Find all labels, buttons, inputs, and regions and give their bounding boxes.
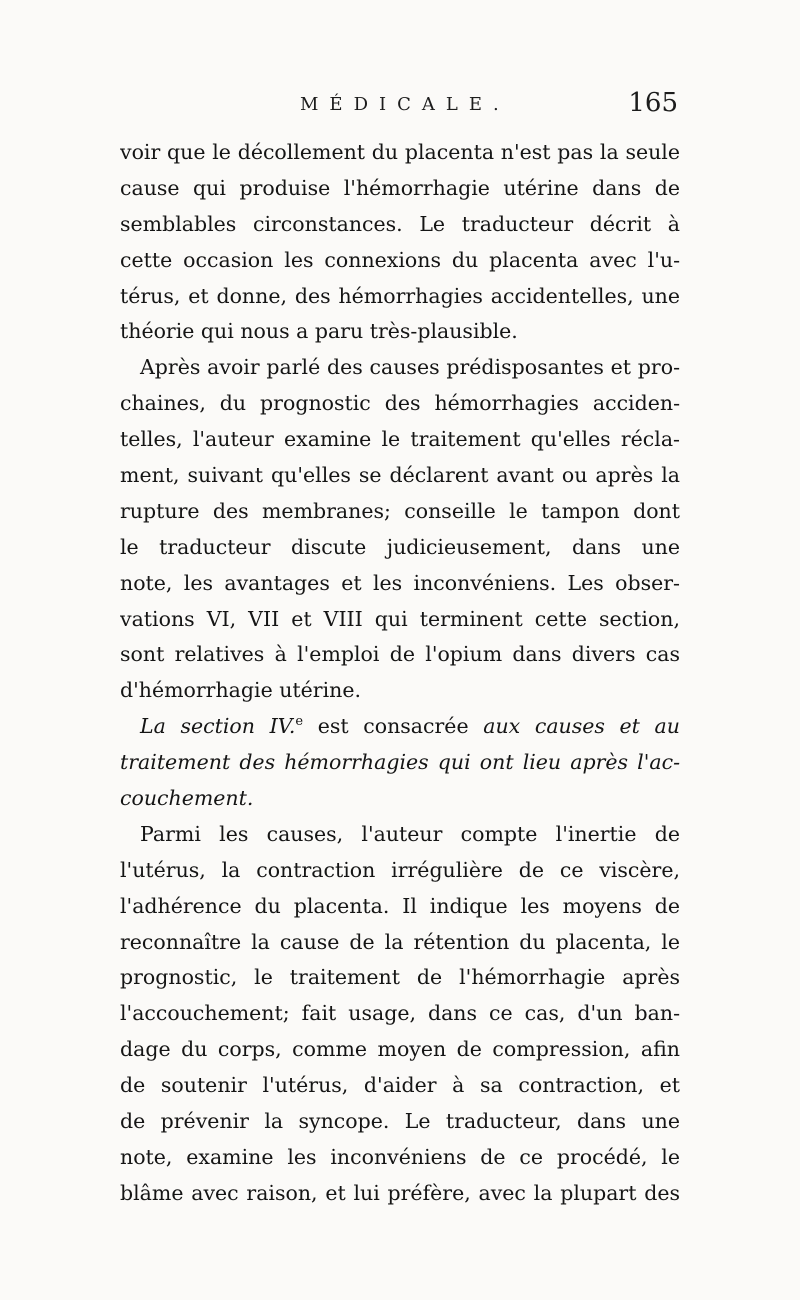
text-line: ment, suivant qu'elles se déclarent avant ou après la	[120, 463, 680, 488]
text-line: note, les avantages et les inconvéniens. Les obser-	[120, 570, 680, 595]
text-line: l'accouchement; fait usage, dans ce cas, d'un ban-	[120, 1001, 680, 1026]
section-heading-line	[120, 709, 680, 745]
text-line: Parmi les causes, l'auteur compte l'inertie de	[140, 821, 680, 846]
text-line: semblables circonstances. Le traducteur décrit à	[120, 211, 680, 236]
text-line: blâme avec raison, et lui préfère, avec la plupart des	[120, 1180, 680, 1205]
text-line: sont relatives à l'emploi de l'opium dans divers cas	[120, 642, 680, 667]
running-title: MÉDICALE.	[300, 94, 510, 115]
text-line: théorie qui nous a paru très-plausible.	[120, 319, 518, 344]
text-line: traitement des hémorrhagies qui ont lieu après l'ac-	[120, 750, 680, 775]
section-topic: aux causes et au	[483, 714, 680, 739]
ordinal-suffix: e	[295, 714, 304, 730]
running-head	[120, 88, 680, 128]
text-line: reconnaître la cause de la rétention du placenta, le	[120, 929, 680, 954]
text-line: l'utérus, la contraction irrégulière de ce viscère,	[120, 857, 680, 882]
text-line: voir que le décollement du placenta n'est pas la seule	[120, 140, 680, 164]
text-line: couchement.	[120, 786, 254, 811]
text-line: le traducteur discute judicieusement, dans une	[120, 534, 680, 559]
text-line: l'adhérence du placenta. Il indique les moyens de	[120, 893, 680, 918]
text-line: note, examine les inconvéniens de ce procédé, le	[120, 1144, 680, 1169]
text-line: térus, et donne, des hémorrhagies accidentelles, une	[120, 283, 680, 308]
text-line: d'hémorrhagie utérine.	[120, 678, 362, 703]
text-line: chaines, du prognostic des hémorrhagies acciden-	[120, 391, 680, 416]
text-line: de prévenir la syncope. Le traducteur, dans une	[120, 1109, 680, 1134]
text-line: cause qui produise l'hémorrhagie utérine dans de	[120, 175, 680, 200]
text-line: telles, l'auteur examine le traitement qu'elles récla-	[120, 427, 680, 452]
text-line: Après avoir parlé des causes prédisposantes et pro-	[140, 355, 680, 380]
page-number: 165	[628, 88, 678, 118]
text-line: prognostic, le traitement de l'hémorrhagie après	[120, 965, 680, 990]
body-text	[120, 135, 680, 1212]
text-line: vations VI, VII et VIII qui terminent cette section,	[120, 606, 680, 631]
section-label: La section IV.	[140, 714, 296, 739]
heading-connector: est consacrée	[303, 714, 484, 739]
text-line: de soutenir l'utérus, d'aider à sa contraction, et	[120, 1073, 680, 1098]
text-line: dage du corps, comme moyen de compression, afin	[120, 1037, 680, 1062]
text-line: cette occasion les connexions du placenta avec l'u-	[120, 247, 680, 272]
text-line: rupture des membranes; conseille le tampon dont	[120, 498, 680, 523]
